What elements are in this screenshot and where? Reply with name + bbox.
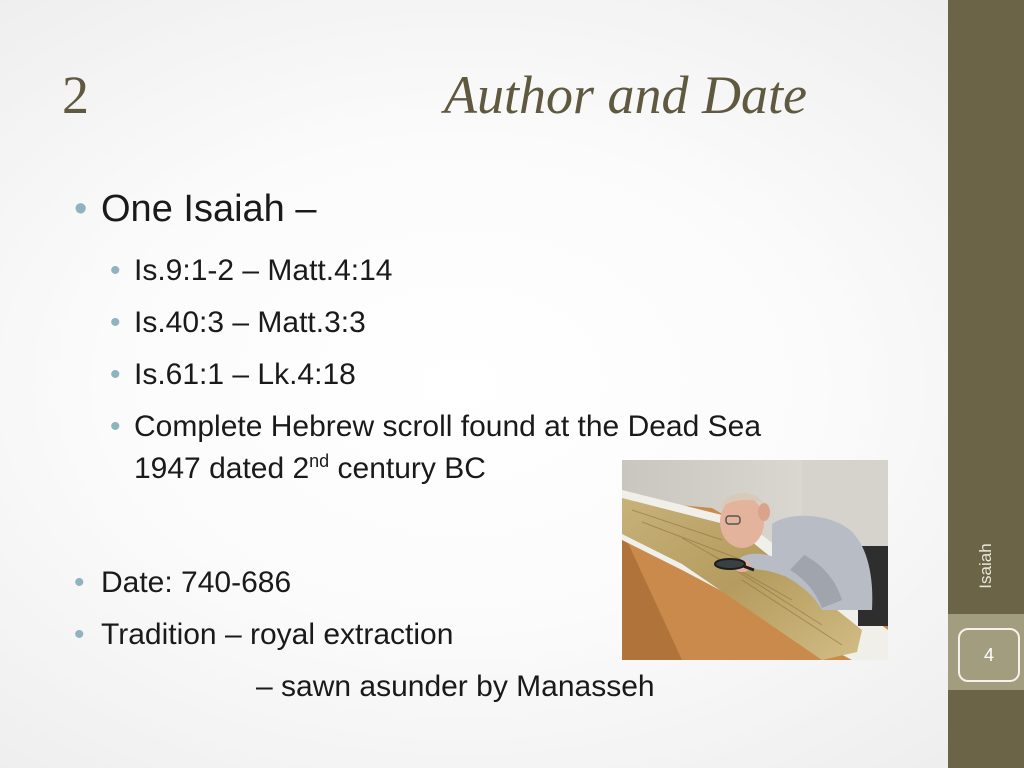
bullet-text: Date: 740-686 [101,566,292,599]
bullet-marker: • [74,618,85,651]
sidebar-title: Isaiah [976,543,995,589]
slide-title: Author and Date [444,65,807,125]
bullet-marker: • [74,566,85,599]
bullet-marker: • [110,254,121,287]
bullet-marker: • [110,410,121,443]
scroll-year-text: 1947 dated 2 [134,452,310,485]
bullet-tradition-continued: – sawn asunder by Manasseh [256,670,655,703]
bullet-marker: • [74,188,88,230]
bullet-text: Is.9:1-2 – Matt.4:14 [134,254,393,287]
bullet-text: Is.61:1 – Lk.4:18 [134,358,356,391]
bullet-marker: • [110,358,121,391]
photo-illustration [622,460,888,660]
bullet-scroll-line-2 [134,452,486,486]
section-number: 2 [62,65,89,125]
scroll-century-text: century BC [329,452,486,485]
page-number: 4 [983,645,994,665]
ordinal-superscript: nd [309,451,330,471]
bullet-text-line-1: Complete Hebrew scroll found at the Dead Sea [134,410,762,443]
bullet-text: One Isaiah – [101,188,317,230]
bullet-text: Tradition – royal extraction [101,618,454,651]
bullet-marker: • [110,306,121,339]
bullet-text: Is.40:3 – Matt.3:3 [134,306,366,339]
scroll-examination-photo [622,460,888,660]
